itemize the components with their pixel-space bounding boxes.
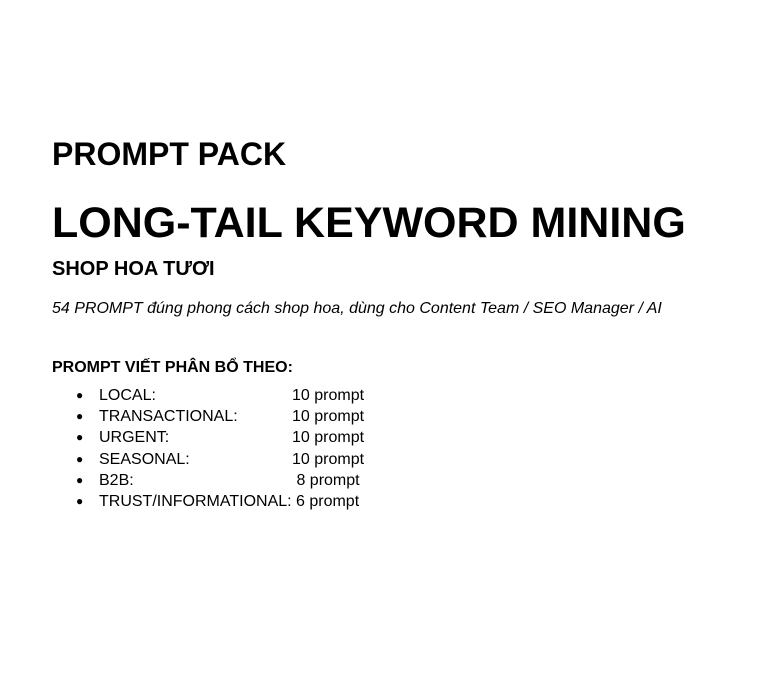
description: 54 PROMPT đúng phong cách shop hoa, dùng cho Content Team / SEO Manager / AI bbox=[52, 300, 662, 317]
item-label: TRANSACTIONAL: bbox=[99, 408, 238, 426]
item-count: 8 prompt bbox=[292, 471, 360, 489]
bullet-icon: ● bbox=[76, 430, 84, 445]
bullet-icon: ● bbox=[76, 493, 84, 508]
item-label: SEASONAL: bbox=[99, 450, 190, 468]
distribution-heading: PROMPT VIẾT PHÂN BỔ THEO: bbox=[52, 359, 293, 376]
item-count: 10 prompt bbox=[292, 387, 365, 404]
item-label: TRUST/INFORMATIONAL: bbox=[99, 492, 292, 510]
main-title: LONG-TAIL KEYWORD MINING bbox=[52, 199, 686, 247]
item-label: LOCAL: bbox=[99, 387, 156, 404]
bullet-icon: ● bbox=[76, 451, 84, 466]
item-label: URGENT: bbox=[99, 429, 170, 447]
item-count: 10 prompt bbox=[292, 408, 365, 426]
item-count: 10 prompt bbox=[292, 429, 365, 447]
item-count: 10 prompt bbox=[292, 450, 365, 468]
subtitle: SHOP HOA TƯƠI bbox=[52, 258, 215, 280]
bullet-icon: ● bbox=[76, 388, 84, 402]
item-count: 6 prompt bbox=[296, 492, 360, 510]
item-label: B2B: bbox=[99, 471, 134, 489]
pack-label: PROMPT PACK bbox=[52, 136, 287, 172]
bullet-icon: ● bbox=[76, 472, 84, 487]
bullet-icon: ● bbox=[76, 409, 84, 424]
